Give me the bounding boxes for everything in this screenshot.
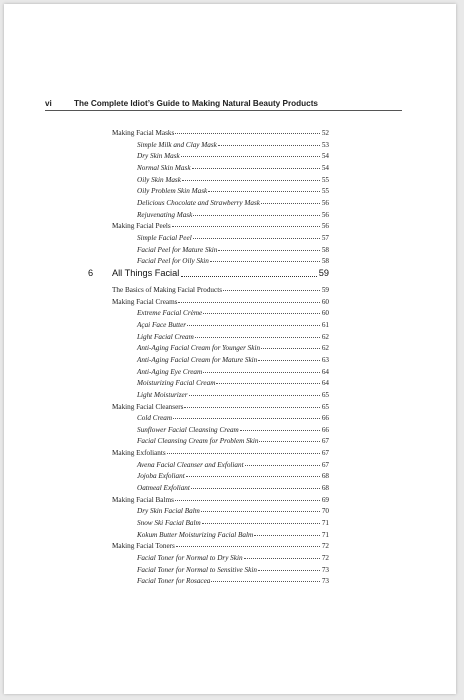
entry-title: Simple Facial Peel xyxy=(137,233,192,242)
entry-title: Making Facial Masks xyxy=(112,129,175,137)
entry-title: Making Exfoliants xyxy=(112,449,166,458)
dot-leader xyxy=(258,360,320,361)
entry-title: Oily Skin Mask xyxy=(137,175,181,184)
dot-leader xyxy=(189,395,320,396)
entry-title: Rejuvenating Mask xyxy=(137,210,193,219)
entry-title: Dry Skin Facial Balm xyxy=(137,507,200,516)
header-rule xyxy=(45,110,402,111)
entry-title: Avena Facial Cleanser and Exfoliant xyxy=(137,460,244,469)
dot-leader xyxy=(186,476,320,477)
entry-page-number: 71 xyxy=(321,530,329,539)
toc-recipe-entry xyxy=(137,552,329,564)
dot-leader xyxy=(191,488,320,489)
toc-recipe-entry xyxy=(137,307,329,319)
dot-leader xyxy=(240,430,320,431)
toc-recipe-entry xyxy=(137,366,329,378)
entry-title: Anti-Aging Facial Cream for Mature Skin xyxy=(137,355,258,364)
chapter-title: All Things Facial xyxy=(112,268,180,278)
entry-page-number: 53 xyxy=(321,140,329,149)
entry-page-number: 68 xyxy=(321,472,329,481)
entry-page-number: 55 xyxy=(321,187,329,196)
toc-section-entry xyxy=(112,284,329,296)
dot-leader xyxy=(244,558,320,559)
dot-leader xyxy=(181,156,320,157)
entry-page-number: 67 xyxy=(321,460,329,469)
toc-section-entry xyxy=(112,494,329,506)
toc-recipe-entry xyxy=(137,482,329,494)
dot-leader xyxy=(201,511,320,512)
toc-recipe-entry xyxy=(137,575,329,587)
entry-title: Kokum Butter Moisturizing Facial Balm xyxy=(137,530,254,539)
entry-title: Delicious Chocolate and Strawberry Mask xyxy=(137,198,260,207)
entry-title: Oily Problem Skin Mask xyxy=(137,187,208,196)
toc-recipe-entry xyxy=(137,255,329,267)
entry-title: Facial Toner for Rosacea xyxy=(137,577,211,586)
book-title: The Complete Idiot’s Guide to Making Natural Beauty Products xyxy=(74,99,318,108)
entry-page-number: 68 xyxy=(321,484,329,493)
entry-page-number: 72 xyxy=(321,553,329,562)
dot-leader xyxy=(195,337,320,338)
dot-leader xyxy=(192,168,320,169)
entry-page-number: 56 xyxy=(321,198,329,207)
dot-leader xyxy=(172,226,320,227)
dot-leader xyxy=(193,238,320,239)
dot-leader xyxy=(182,180,320,181)
entry-title: Facial Toner for Normal to Dry Skin xyxy=(137,553,243,562)
entry-title: Making Facial Balms xyxy=(112,495,174,504)
entry-title: Light Facial Cream xyxy=(137,332,194,341)
dot-leader xyxy=(184,407,320,408)
toc-recipe-entry xyxy=(137,424,329,436)
entry-title: Anti-Aging Facial Cream for Younger Skin xyxy=(137,344,261,353)
toc-recipe-entry xyxy=(137,529,329,541)
toc-section-entry xyxy=(112,401,329,413)
dot-leader xyxy=(218,250,320,251)
entry-page-number: 62 xyxy=(321,344,329,353)
dot-leader xyxy=(175,133,320,134)
entry-page-number: 64 xyxy=(321,379,329,388)
entry-title: Light Moisturizer xyxy=(137,390,188,399)
toc-recipe-entry xyxy=(137,232,329,244)
dot-leader xyxy=(254,535,320,536)
dot-leader xyxy=(245,465,320,466)
dot-leader xyxy=(223,290,320,291)
entry-page-number: 65 xyxy=(321,402,329,411)
dot-leader xyxy=(216,383,320,384)
dot-leader xyxy=(208,191,320,192)
toc-recipe-entry xyxy=(137,185,329,197)
toc-recipe-entry xyxy=(137,412,329,424)
entry-page-number: 70 xyxy=(321,507,329,516)
toc-recipe-entry xyxy=(137,342,329,354)
entry-page-number: 60 xyxy=(321,297,329,306)
dot-leader xyxy=(211,581,320,582)
dot-leader xyxy=(181,276,317,277)
toc-recipe-entry xyxy=(137,139,329,151)
dot-leader xyxy=(218,145,320,146)
entry-title: Dry Skin Mask xyxy=(137,152,180,161)
entry-page-number: 58 xyxy=(321,257,329,266)
entry-page-number: 56 xyxy=(321,222,329,231)
toc-recipe-entry xyxy=(137,459,329,471)
entry-title: Extreme Facial Crème xyxy=(137,309,203,318)
entry-page-number: 58 xyxy=(321,245,329,254)
entry-page-number: 57 xyxy=(321,233,329,242)
entry-page-number: 66 xyxy=(321,414,329,423)
toc-recipe-entry xyxy=(137,244,329,256)
toc-recipe-entry xyxy=(137,377,329,389)
dot-leader xyxy=(203,313,320,314)
toc-recipe-entry xyxy=(137,331,329,343)
entry-title: Making Facial Toners xyxy=(112,542,175,551)
book-page xyxy=(4,4,456,694)
entry-title: Anti-Aging Eye Cream xyxy=(137,367,203,376)
entry-title: Making Facial Creams xyxy=(112,297,178,306)
entry-title: Facial Peel for Oily Skin xyxy=(137,257,209,266)
toc-recipe-entry xyxy=(137,564,329,576)
toc-section-entry xyxy=(112,447,329,459)
entry-title: Moisturizing Facial Cream xyxy=(137,379,216,388)
page-folio: vi xyxy=(45,99,52,108)
entry-page-number: 52 xyxy=(321,129,329,137)
dot-leader xyxy=(175,500,320,501)
toc-section-entry xyxy=(112,540,329,552)
entry-page-number: 72 xyxy=(321,542,329,551)
dot-leader xyxy=(203,372,320,373)
entry-page-number: 62 xyxy=(321,332,329,341)
toc-recipe-entry xyxy=(137,162,329,174)
dot-leader xyxy=(258,570,320,571)
entry-page-number: 61 xyxy=(321,320,329,329)
chapter-page-number: 59 xyxy=(318,268,329,278)
dot-leader xyxy=(173,418,320,419)
running-head xyxy=(45,97,401,111)
entry-title: Facial Cleansing Cream for Problem Skin xyxy=(137,437,259,446)
toc-recipe-entry xyxy=(137,354,329,366)
entry-page-number: 56 xyxy=(321,210,329,219)
toc-recipe-entry xyxy=(137,517,329,529)
toc-recipe-entry xyxy=(137,197,329,209)
entry-page-number: 73 xyxy=(321,577,329,586)
dot-leader xyxy=(187,325,320,326)
dot-leader xyxy=(167,453,320,454)
dot-leader xyxy=(261,348,320,349)
dot-leader xyxy=(202,523,320,524)
entry-title: Facial Toner for Normal to Sensitive Skin xyxy=(137,565,257,574)
entry-page-number: 65 xyxy=(321,390,329,399)
entry-page-number: 60 xyxy=(321,309,329,318)
chapter-number: 6 xyxy=(88,268,94,278)
entry-title: Making Facial Cleansers xyxy=(112,402,184,411)
entry-page-number: 64 xyxy=(321,367,329,376)
toc-recipe-entry xyxy=(137,150,329,162)
entry-page-number: 54 xyxy=(321,163,329,172)
toc-recipe-entry xyxy=(137,470,329,482)
toc-recipe-entry xyxy=(137,174,329,186)
toc-section-entry xyxy=(112,296,329,308)
entry-title: Snow Ski Facial Balm xyxy=(137,519,201,527)
entry-title: Making Facial Peels xyxy=(112,222,171,231)
entry-page-number: 71 xyxy=(321,519,329,527)
entry-title: Simple Milk and Clay Mask xyxy=(137,140,217,149)
dot-leader xyxy=(176,546,320,547)
entry-page-number: 59 xyxy=(321,286,329,294)
toc-recipe-entry xyxy=(137,389,329,401)
entry-title: Açai Face Butter xyxy=(137,320,187,329)
entry-page-number: 73 xyxy=(321,565,329,574)
entry-page-number: 69 xyxy=(321,495,329,504)
entry-page-number: 66 xyxy=(321,425,329,434)
dot-leader xyxy=(261,203,320,204)
entry-page-number: 67 xyxy=(321,437,329,446)
toc-section-entry xyxy=(112,127,329,139)
toc-recipe-entry xyxy=(137,209,329,221)
dot-leader xyxy=(193,215,320,216)
entry-page-number: 63 xyxy=(321,355,329,364)
chapter-heading xyxy=(88,266,329,280)
entry-title: Oatmeal Exfoliant xyxy=(137,484,190,493)
toc-recipe-entry xyxy=(137,505,329,517)
entry-title: Normal Skin Mask xyxy=(137,163,191,172)
dot-leader xyxy=(178,302,320,303)
entry-page-number: 67 xyxy=(321,449,329,458)
entry-title: Cold Cream xyxy=(137,414,173,423)
entry-title: Facial Peel for Mature Skin xyxy=(137,245,218,254)
toc-recipe-entry xyxy=(137,319,329,331)
dot-leader xyxy=(210,261,320,262)
entry-page-number: 54 xyxy=(321,152,329,161)
entry-title: Jojoba Exfoliant xyxy=(137,472,185,481)
entry-title: Sunflower Facial Cleansing Cream xyxy=(137,425,239,434)
toc-section-entry xyxy=(112,220,329,232)
dot-leader xyxy=(259,441,320,442)
entry-page-number: 55 xyxy=(321,175,329,184)
entry-title: The Basics of Making Facial Products xyxy=(112,286,222,294)
toc-recipe-entry xyxy=(137,435,329,447)
